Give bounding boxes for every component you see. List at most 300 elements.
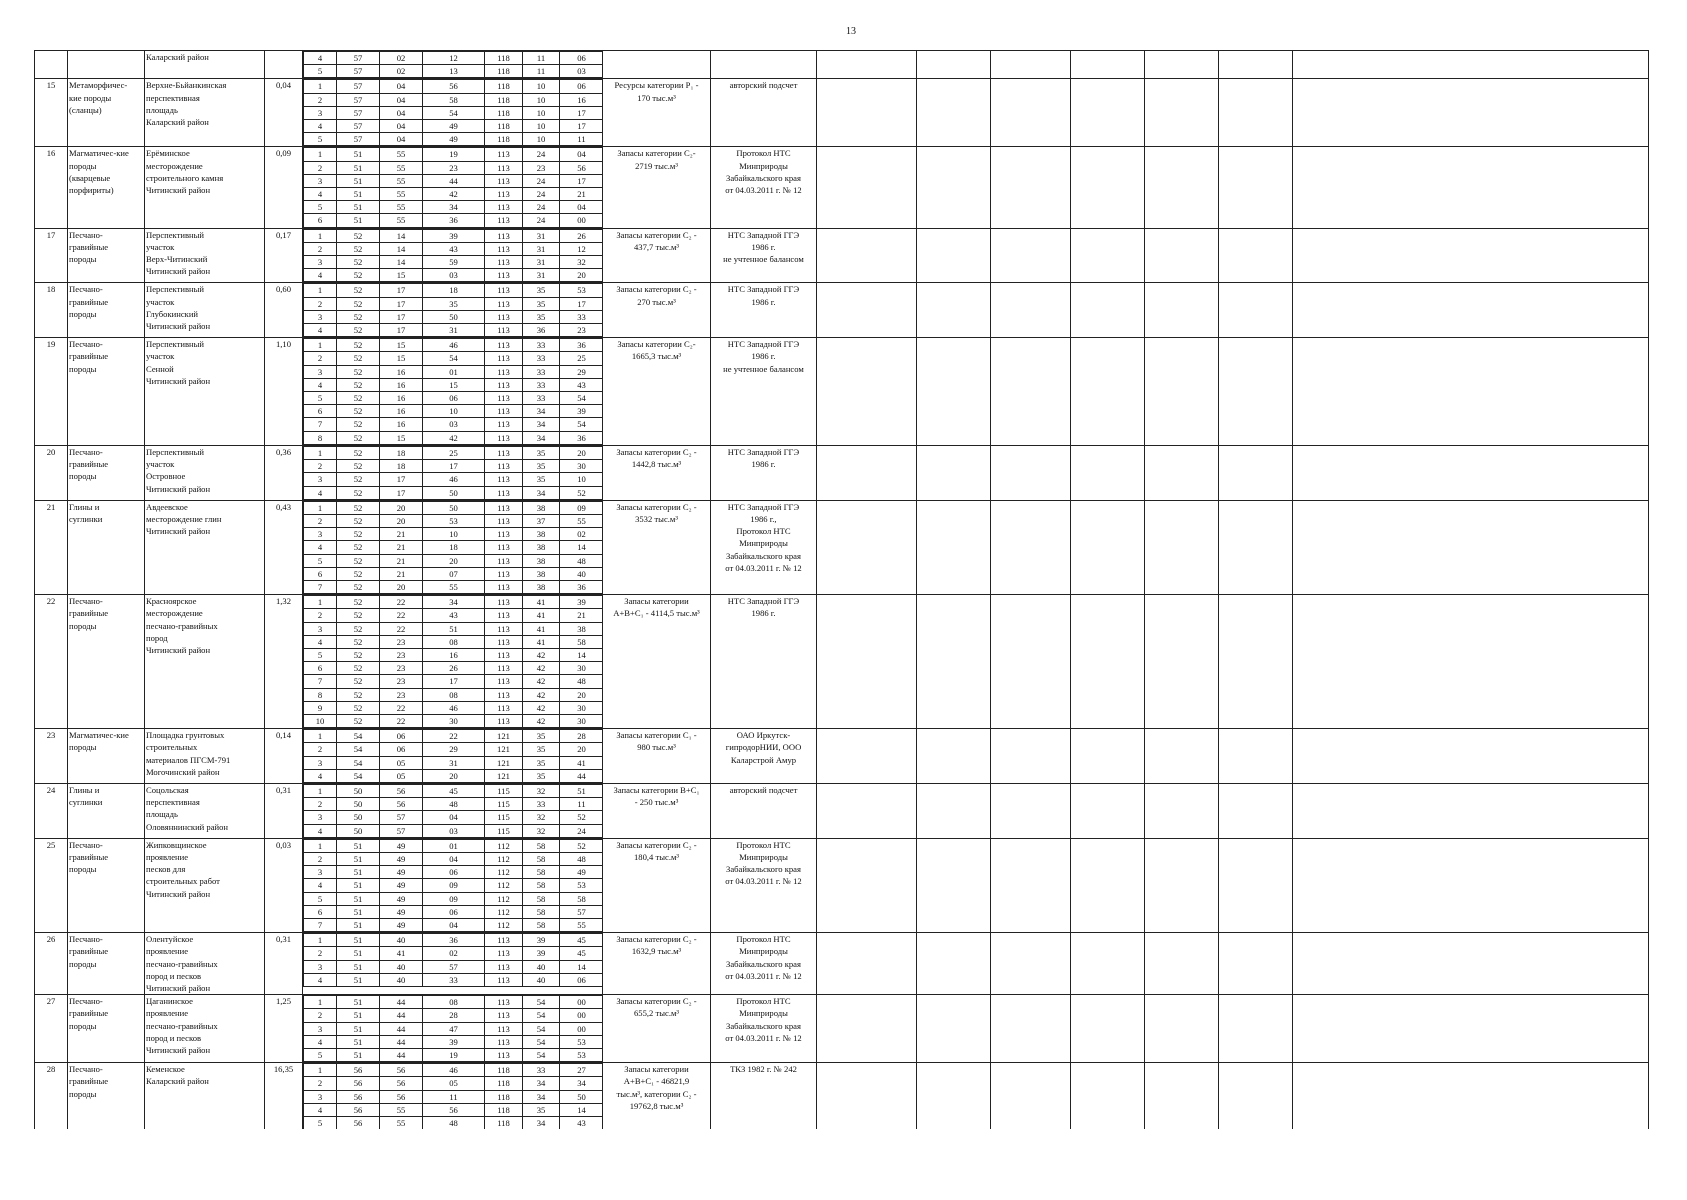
deposit-name-line: пород и песков	[146, 1032, 202, 1043]
reserves	[603, 595, 711, 729]
coordinate-value: 31	[523, 256, 560, 269]
coordinate-value: 17	[423, 460, 485, 473]
coordinate-value: 52	[337, 714, 380, 727]
coordinate-value: 38	[523, 528, 560, 541]
deposit-name-line: проявление	[146, 1008, 189, 1019]
coordinate-value: 03	[423, 824, 485, 837]
empty-cell	[1293, 338, 1649, 446]
coordinates-cell	[303, 283, 603, 338]
reserves-line: A+B+C₁ - 4114,5 тыс.м³	[613, 608, 700, 619]
rock-type-line: породы	[69, 1088, 97, 1099]
coordinate-value: 49	[380, 905, 423, 918]
empty-cell	[1071, 595, 1145, 729]
coordinate-row	[304, 120, 603, 133]
empty-cell	[917, 147, 991, 228]
coordinate-value: 02	[560, 528, 603, 541]
coordinate-value: 49	[423, 120, 485, 133]
coordinate-value: 56	[560, 161, 603, 174]
coordinates-table	[303, 147, 603, 227]
empty-cell	[817, 783, 917, 838]
rock-type-line: Песчано-	[69, 996, 103, 1007]
coordinate-value: 45	[560, 947, 603, 960]
rock-type	[68, 595, 145, 729]
coordinate-value: 112	[485, 866, 523, 879]
deposit-name-line: Читинский район	[146, 321, 211, 332]
coordinate-row	[304, 730, 603, 743]
coordinate-value: 113	[485, 431, 523, 444]
deposit-name-line: Перспективный	[146, 339, 204, 350]
coordinate-value: 24	[523, 201, 560, 214]
coordinates-table	[303, 338, 603, 445]
coordinate-value: 113	[485, 392, 523, 405]
coordinate-value: 17	[380, 284, 423, 297]
reserves	[603, 1063, 711, 1130]
point-number: 2	[304, 352, 337, 365]
source-document-line: Протокол НТС	[736, 148, 791, 159]
coordinate-value: 55	[380, 1117, 423, 1130]
coordinate-row	[304, 378, 603, 391]
coordinate-row	[304, 431, 603, 444]
rock-type-line: породы	[69, 620, 97, 631]
rock-type	[68, 445, 145, 500]
coordinate-value: 113	[485, 1009, 523, 1022]
coordinate-value: 52	[337, 662, 380, 675]
point-number: 7	[304, 919, 337, 932]
empty-cell	[817, 338, 917, 446]
coordinate-value: 44	[423, 174, 485, 187]
coordinate-row	[304, 701, 603, 714]
coordinate-value: 51	[337, 1035, 380, 1048]
rock-type-line: гравийные	[69, 351, 109, 362]
coordinate-value: 04	[380, 133, 423, 146]
point-number: 4	[304, 486, 337, 499]
deposit-name-line: Соцольская	[146, 784, 189, 795]
rock-type-line: Песчано-	[69, 839, 103, 850]
coordinate-value: 113	[485, 174, 523, 187]
coordinate-value: 57	[337, 120, 380, 133]
coordinate-value: 17	[380, 473, 423, 486]
coordinate-value: 113	[485, 405, 523, 418]
coordinate-value: 54	[423, 352, 485, 365]
coordinate-value: 35	[523, 446, 560, 459]
coordinate-value: 34	[423, 201, 485, 214]
rock-type	[68, 147, 145, 228]
coordinate-value: 54	[560, 418, 603, 431]
empty-cell	[917, 933, 991, 995]
deposit-name	[145, 1063, 265, 1130]
rock-type-line: гравийные	[69, 851, 109, 862]
coordinate-value: 57	[380, 811, 423, 824]
source-document-line: Каларстрой Амур	[730, 754, 797, 765]
coordinate-value: 34	[523, 431, 560, 444]
coordinate-value: 113	[485, 284, 523, 297]
deposit-name	[145, 228, 265, 283]
coordinate-value: 09	[423, 879, 485, 892]
empty-cell	[1293, 283, 1649, 338]
coordinate-value: 113	[485, 635, 523, 648]
row-number: 25	[35, 838, 68, 932]
coordinate-row	[304, 365, 603, 378]
coordinate-value: 113	[485, 378, 523, 391]
source-document	[711, 729, 817, 784]
coordinate-value: 56	[380, 784, 423, 797]
point-number: 6	[304, 567, 337, 580]
coordinate-value: 32	[523, 824, 560, 837]
coordinate-value: 45	[423, 784, 485, 797]
coordinate-value: 32	[523, 784, 560, 797]
coordinate-value: 09	[560, 501, 603, 514]
empty-cell	[1071, 838, 1145, 932]
rock-type-line: Магматичес-кие	[69, 730, 129, 741]
deposit-name-line: Каларский район	[146, 117, 209, 128]
rock-type-line: Песчано-	[69, 1064, 103, 1075]
reserves	[603, 729, 711, 784]
point-number: 3	[304, 473, 337, 486]
deposit-name-line: участок	[146, 351, 175, 362]
coordinate-value: 34	[523, 1077, 560, 1090]
coordinate-row	[304, 514, 603, 527]
rock-type-line: суглинки	[69, 513, 103, 524]
coordinate-value: 10	[523, 133, 560, 146]
coordinate-value: 49	[380, 852, 423, 865]
coordinate-value: 35	[523, 460, 560, 473]
coordinate-value: 55	[380, 148, 423, 161]
rock-type-line: гравийные	[69, 1076, 109, 1087]
area-value: 0,60	[265, 283, 303, 338]
row-number: 17	[35, 228, 68, 283]
empty-cell	[991, 228, 1071, 283]
coordinate-value: 49	[560, 866, 603, 879]
coordinate-row	[304, 688, 603, 701]
source-document-line: 1986 г.,	[750, 513, 777, 524]
deposit-name	[145, 783, 265, 838]
coordinate-value: 51	[337, 839, 380, 852]
deposit-name	[145, 595, 265, 729]
deposit-name-line: месторождение	[146, 160, 203, 171]
coordinate-value: 113	[485, 297, 523, 310]
empty-cell	[1071, 933, 1145, 995]
coordinate-value: 42	[523, 688, 560, 701]
coordinate-value: 49	[380, 919, 423, 932]
reserves	[603, 445, 711, 500]
reserves-line: 437,7 тыс.м³	[634, 241, 679, 252]
deposit-name-line: Сенной	[146, 363, 174, 374]
coordinate-value: 52	[560, 811, 603, 824]
empty-cell	[917, 228, 991, 283]
coordinate-value: 54	[523, 1035, 560, 1048]
coordinate-value: 52	[337, 339, 380, 352]
point-number: 3	[304, 106, 337, 119]
coordinate-value: 35	[523, 284, 560, 297]
coordinate-value: 42	[523, 675, 560, 688]
coordinates-table	[303, 501, 603, 594]
rock-type	[68, 729, 145, 784]
coordinate-value: 52	[337, 541, 380, 554]
coordinate-value: 15	[380, 339, 423, 352]
table-row	[35, 500, 1649, 594]
empty-cell	[917, 79, 991, 147]
coordinate-row	[304, 596, 603, 609]
coordinate-value: 41	[523, 635, 560, 648]
empty-cell	[917, 838, 991, 932]
empty-cell	[1145, 228, 1219, 283]
deposit-name-line: строительного камня	[146, 172, 224, 183]
coordinate-value: 22	[380, 622, 423, 635]
reserves-line: Запасы категории	[624, 1064, 689, 1075]
coordinate-row	[304, 473, 603, 486]
rock-type-line: Глины и	[69, 501, 100, 512]
reserves	[603, 79, 711, 147]
point-number: 4	[304, 120, 337, 133]
coordinate-value: 51	[337, 161, 380, 174]
coordinate-value: 40	[523, 960, 560, 973]
coordinate-row	[304, 324, 603, 337]
coordinate-row	[304, 905, 603, 918]
source-document-line: не учтенное балансом	[723, 363, 804, 374]
deposit-name-line: Перспективный	[146, 229, 204, 240]
coordinate-value: 36	[523, 324, 560, 337]
coordinate-value: 54	[337, 769, 380, 782]
rock-type	[68, 783, 145, 838]
coordinate-value: 34	[523, 418, 560, 431]
coordinate-value: 52	[337, 446, 380, 459]
table-row	[35, 995, 1649, 1063]
coordinate-value: 51	[423, 622, 485, 635]
reserves	[603, 933, 711, 995]
coordinate-row	[304, 229, 603, 242]
source-document-line: НТС Западной ГГЭ	[727, 229, 800, 240]
empty-cell	[917, 783, 991, 838]
coordinate-value: 12	[560, 242, 603, 255]
coordinate-value: 51	[337, 919, 380, 932]
coordinate-row	[304, 743, 603, 756]
coordinate-value: 113	[485, 580, 523, 593]
source-document-line: Минприроды	[739, 946, 788, 957]
coordinate-value: 20	[423, 769, 485, 782]
rock-type-line: кие породы	[69, 92, 112, 103]
deposit-name-line: Олентуйское	[146, 934, 194, 945]
reserves-line: Запасы категории C₂ -	[616, 446, 697, 457]
source-document-line: гипродорНИИ, ООО	[725, 742, 802, 753]
coordinate-value: 08	[423, 688, 485, 701]
coordinate-row	[304, 65, 603, 78]
deposit-name-line: пород	[146, 632, 168, 643]
rock-type-line: породы	[69, 254, 97, 265]
point-number: 7	[304, 675, 337, 688]
coordinate-value: 52	[337, 242, 380, 255]
coordinate-value: 15	[380, 269, 423, 282]
reserves-line: 3532 тыс.м³	[635, 513, 678, 524]
rock-type-line: породы	[69, 742, 97, 753]
empty-cell	[1071, 1063, 1145, 1130]
coordinate-value: 38	[523, 567, 560, 580]
coordinate-value: 51	[337, 866, 380, 879]
point-number: 4	[304, 52, 337, 65]
coordinate-value: 51	[337, 148, 380, 161]
coordinate-value: 58	[523, 905, 560, 918]
empty-cell	[917, 729, 991, 784]
point-number: 1	[304, 284, 337, 297]
deposit-name-line: Площадка грунтовых	[146, 730, 225, 741]
reserves	[603, 283, 711, 338]
reserves-line: Запасы категории C₂ -	[616, 934, 697, 945]
source-document	[711, 228, 817, 283]
rock-type-line: Песчано-	[69, 339, 103, 350]
coordinate-value: 35	[423, 297, 485, 310]
source-document	[711, 995, 817, 1063]
area-value: 0,31	[265, 783, 303, 838]
coordinate-value: 58	[523, 839, 560, 852]
empty-cell	[1071, 445, 1145, 500]
coordinate-value: 23	[560, 324, 603, 337]
empty-cell	[1219, 500, 1293, 594]
coordinate-value: 19	[423, 148, 485, 161]
coordinate-value: 25	[560, 352, 603, 365]
coordinate-value: 52	[337, 310, 380, 323]
coordinate-row	[304, 839, 603, 852]
coordinate-value: 118	[485, 133, 523, 146]
deposit-name-line: Каларский район	[146, 1076, 209, 1087]
coordinate-value: 40	[560, 567, 603, 580]
point-number: 1	[304, 229, 337, 242]
coordinates-table	[303, 595, 603, 728]
coordinate-value: 38	[523, 580, 560, 593]
coordinate-value: 23	[380, 662, 423, 675]
table-row	[35, 729, 1649, 784]
coordinate-value: 16	[380, 392, 423, 405]
empty-cell	[1071, 228, 1145, 283]
coordinate-value: 23	[423, 161, 485, 174]
coordinate-value: 56	[337, 1064, 380, 1077]
coordinate-value: 34	[560, 1077, 603, 1090]
empty-cell	[1293, 729, 1649, 784]
coordinate-value: 55	[560, 919, 603, 932]
coordinate-value: 20	[423, 554, 485, 567]
coordinate-row	[304, 635, 603, 648]
reserves	[603, 783, 711, 838]
coordinate-value: 43	[423, 242, 485, 255]
coordinate-row	[304, 310, 603, 323]
row-number: 21	[35, 500, 68, 594]
coordinate-value: 03	[560, 65, 603, 78]
coordinate-value: 57	[337, 80, 380, 93]
coordinate-value: 55	[380, 161, 423, 174]
row-number: 27	[35, 995, 68, 1063]
coordinate-value: 52	[337, 405, 380, 418]
source-document	[711, 51, 817, 79]
empty-cell	[1145, 79, 1219, 147]
rock-type-line: Песчано-	[69, 596, 103, 607]
coordinate-value: 05	[423, 1077, 485, 1090]
deposit-name-line: Верх-Читинский	[146, 254, 208, 265]
reserves-line: Запасы категории C₂ -	[616, 839, 697, 850]
empty-cell	[917, 500, 991, 594]
coordinate-value: 113	[485, 947, 523, 960]
coordinate-value: 113	[485, 596, 523, 609]
deposit-name-line: Верхне-Бьйанкинская	[146, 80, 227, 91]
source-document-line: 1986 г.	[751, 351, 776, 362]
coordinate-value: 29	[560, 365, 603, 378]
coordinate-value: 57	[337, 133, 380, 146]
deposit-name-line: перспективная	[146, 797, 200, 808]
coordinate-value: 51	[337, 960, 380, 973]
coordinate-row	[304, 675, 603, 688]
empty-cell	[991, 79, 1071, 147]
coordinate-row	[304, 148, 603, 161]
area-value: 0,14	[265, 729, 303, 784]
coordinate-value: 20	[380, 514, 423, 527]
coordinate-value: 53	[560, 1049, 603, 1062]
coordinate-value: 59	[423, 256, 485, 269]
coordinate-value: 20	[380, 580, 423, 593]
coordinate-value: 36	[423, 934, 485, 947]
coordinate-value: 17	[560, 120, 603, 133]
empty-cell	[991, 445, 1071, 500]
coordinate-value: 52	[337, 352, 380, 365]
coordinate-row	[304, 866, 603, 879]
deposit-name-line: песчано-гравийных	[146, 958, 218, 969]
coordinate-row	[304, 1117, 603, 1130]
coordinate-value: 41	[380, 947, 423, 960]
empty-cell	[1293, 1063, 1649, 1130]
coordinate-value: 42	[423, 431, 485, 444]
coordinate-value: 00	[560, 996, 603, 1009]
coordinate-value: 14	[560, 960, 603, 973]
reserves-line: 170 тыс.м³	[637, 92, 676, 103]
coordinate-value: 50	[423, 310, 485, 323]
coordinate-row	[304, 919, 603, 932]
point-number: 3	[304, 756, 337, 769]
area-value: 0,43	[265, 500, 303, 594]
source-document-line: Минприроды	[739, 1008, 788, 1019]
coordinate-value: 52	[337, 528, 380, 541]
rock-type-line: Магматичес-кие	[69, 148, 129, 159]
rock-type	[68, 338, 145, 446]
coordinate-value: 47	[423, 1022, 485, 1035]
coordinate-row	[304, 284, 603, 297]
coordinate-value: 52	[337, 580, 380, 593]
point-number: 4	[304, 378, 337, 391]
empty-cell	[817, 500, 917, 594]
area-value: 0,03	[265, 838, 303, 932]
empty-cell	[817, 283, 917, 338]
table-row	[35, 783, 1649, 838]
coordinate-row	[304, 188, 603, 201]
point-number: 4	[304, 769, 337, 782]
deposit-name	[145, 147, 265, 228]
coordinate-value: 55	[380, 1103, 423, 1116]
deposit-name-line: проявление	[146, 851, 189, 862]
table-row	[35, 51, 1649, 79]
coordinate-value: 17	[560, 106, 603, 119]
point-number: 1	[304, 80, 337, 93]
point-number: 9	[304, 701, 337, 714]
coordinate-value: 113	[485, 352, 523, 365]
source-document-line: НТС Западной ГГЭ	[727, 339, 800, 350]
source-document	[711, 595, 817, 729]
coordinate-value: 49	[423, 133, 485, 146]
coordinate-value: 06	[560, 973, 603, 986]
coordinate-value: 34	[523, 405, 560, 418]
coordinate-value: 35	[523, 730, 560, 743]
coordinate-value: 56	[380, 1090, 423, 1103]
coordinate-value: 06	[423, 866, 485, 879]
source-document-line: Забайкальского края	[726, 1020, 801, 1031]
coordinate-value: 112	[485, 852, 523, 865]
coordinate-value: 06	[380, 730, 423, 743]
coordinate-value: 112	[485, 905, 523, 918]
coordinate-value: 32	[523, 811, 560, 824]
